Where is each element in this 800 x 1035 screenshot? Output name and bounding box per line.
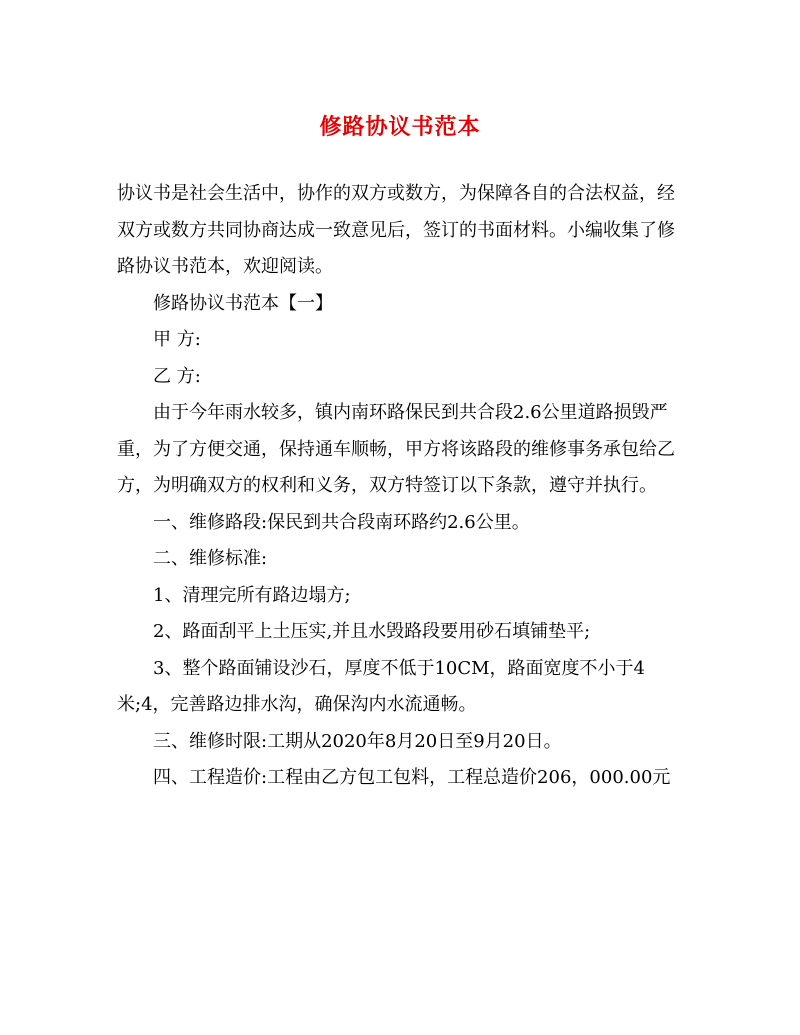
standard-item-3: 3、整个路面铺设沙石，厚度不低于10CM，路面宽度不小于4米;4，完善路边排水沟，确保沟内水流通畅。 [117, 657, 646, 715]
party-a-line: 甲 方: [153, 329, 201, 350]
clause-cost: 四、工程造价:工程由乙方包工包料，工程总造价206，000.00元 [153, 767, 671, 788]
clause-repair-standard: 二、维修标准: [153, 548, 268, 569]
document-body [117, 176, 683, 797]
party-b-line: 乙 方: [153, 365, 201, 387]
document-title: 修路协议书范本 [319, 114, 481, 140]
intro-paragraph: 协议书是社会生活中，协作的双方或数方，为保障各自的合法权益，经双方或数方共同协商达成一致意见后，签订的书面材料。小编收集了修路协议书范本，欢迎阅读。 [117, 183, 675, 277]
clause-repair-section: 一、维修路段:保民到共合段南环路约2.6公里。 [153, 511, 530, 533]
clause-time-limit: 三、维修时限:工期从2020年8月20日至9月20日。 [153, 730, 562, 752]
standard-item-2: 2、路面刮平上土压实,并且水毁路段要用砂石填铺垫平; [153, 621, 591, 642]
section-heading: 修路协议书范本【一】 [153, 292, 333, 314]
standard-item-1: 1、清理完所有路边塌方; [153, 584, 351, 606]
background-paragraph: 由于今年雨水较多，镇内南环路保民到共合段2.6公里道路损毁严重，为了方便交通，保持通车顺畅，甲方将该路段的维修事务承包给乙方，为明确双方的权利和义务，双方特签订以下条款，遵守并执行。 [117, 402, 675, 496]
